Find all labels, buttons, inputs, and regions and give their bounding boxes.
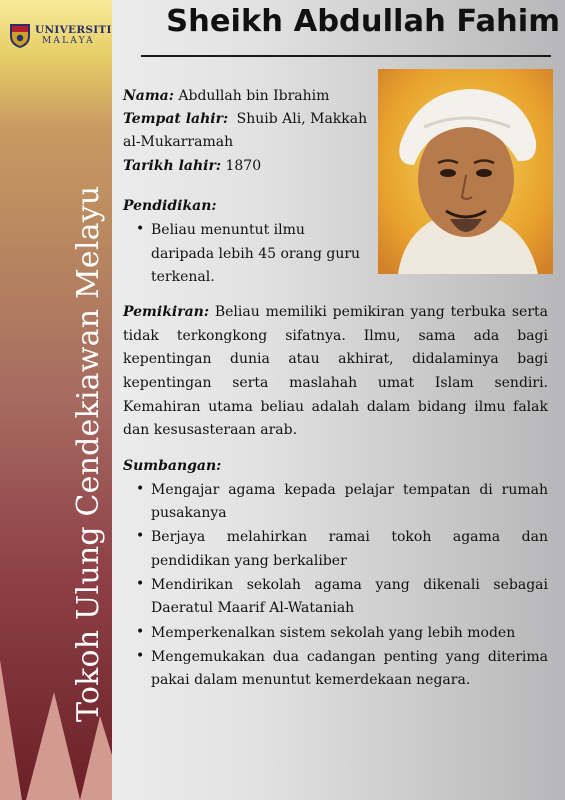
sumbangan-label: Sumbangan: xyxy=(123,458,222,474)
pendidikan-label: Pendidikan: xyxy=(123,198,217,214)
sumbangan-item-5-cont: pakai dalam menuntut kemerdekaan negara. xyxy=(151,672,471,688)
tarikh-value: 1870 xyxy=(225,158,262,174)
profile-tarikh xyxy=(123,157,261,176)
portrait-photo xyxy=(378,69,553,274)
pemikiran-label: Pemikiran: xyxy=(123,304,210,320)
sumbangan-item-3: Mendirikan sekolah agama yang dikenali sebagai xyxy=(151,577,548,593)
profile-nama xyxy=(123,87,329,106)
bullet: • xyxy=(136,624,145,640)
tarikh-label: Tarikh lahir: xyxy=(123,158,222,174)
pemikiran-line-3: kepentingan dunia atau akhirat, didalaminya bagi xyxy=(123,351,548,367)
bullet: • xyxy=(136,221,145,237)
page-title: Sheikh Abdullah Fahim xyxy=(166,4,560,39)
logo-text-universiti: UNIVERSITI xyxy=(35,24,112,36)
pemikiran-line-4: kepentingan serta maslahah umat Islam sendiri. xyxy=(123,375,548,391)
sumbangan-item-5: Mengemukakan dua cadangan penting yang diterima xyxy=(151,649,548,665)
pemikiran-text: Beliau memiliki pemikiran yang terbuka serta xyxy=(214,304,548,320)
title-divider xyxy=(141,55,551,57)
pemikiran-line-1 xyxy=(123,303,548,322)
bullet: • xyxy=(136,576,145,592)
nama-value: Abdullah bin Ibrahim xyxy=(178,88,330,104)
nama-label: Nama: xyxy=(123,88,174,104)
bullet: • xyxy=(136,481,145,497)
sumbangan-item-1-cont: pusakanya xyxy=(151,505,227,521)
pemikiran-line-2: tidak terkongkong sifatnya. Ilmu, sama ada bagi xyxy=(123,328,548,344)
profile-tempat xyxy=(123,110,367,129)
sumbangan-item-3-cont: Daeratul Maarif Al-Wataniah xyxy=(151,600,355,616)
tempat-value: Shuib Ali, Makkah xyxy=(236,111,368,127)
sumbangan-item-2-cont: pendidikan yang berkaliber xyxy=(151,553,347,569)
tempat-label: Tempat lahir: xyxy=(123,111,229,127)
sumbangan-item-2: Berjaya melahirkan ramai tokoh agama dan xyxy=(151,529,548,545)
pemikiran-line-6: dan kesusasteraan arab. xyxy=(123,422,298,438)
pendidikan-line-1: Beliau menuntut ilmu xyxy=(151,222,305,238)
bullet: • xyxy=(136,528,145,544)
sidebar-banner xyxy=(0,0,112,800)
pemikiran-line-5: Kemahiran utama beliau adalah dalam bidang ilmu falak xyxy=(123,399,548,415)
logo-text-malaya: MALAYA xyxy=(42,36,95,46)
sumbangan-item-1: Mengajar agama kepada pelajar tempatan di rumah xyxy=(151,482,548,498)
tempat-value-cont: al-Mukarramah xyxy=(123,134,234,150)
pendidikan-line-3: terkenal. xyxy=(151,269,215,285)
pendidikan-line-2: daripada lebih 45 orang guru xyxy=(151,246,361,262)
bullet: • xyxy=(136,648,145,664)
vertical-title: Tokoh Ulung Cendekiawan Melayu xyxy=(71,185,106,722)
sumbangan-item-4: Memperkenalkan sistem sekolah yang lebih moden xyxy=(151,625,516,641)
decorative-spikes xyxy=(0,660,112,800)
crest-icon xyxy=(9,23,31,49)
university-logo xyxy=(9,23,112,55)
